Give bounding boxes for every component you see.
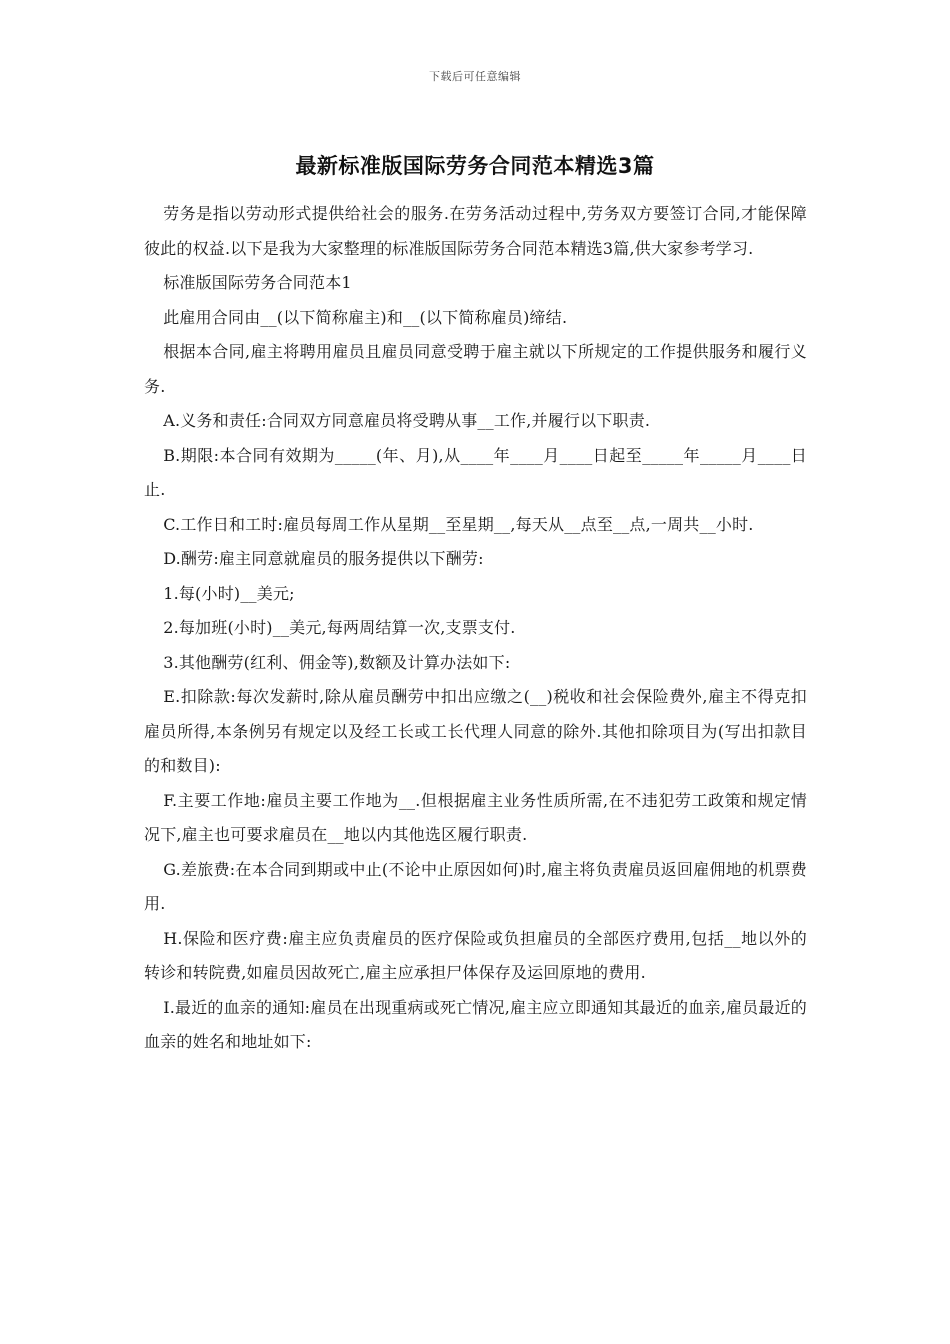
clause-f-workplace: F.主要工作地:雇员主要工作地为__.但根据雇主业务性质所需,在不违犯劳工政策和规定情况下,雇主也可要求雇员在__地以内其他选区履行职责.	[144, 790, 807, 844]
document-title: 最新标准版国际劳务合同范本精选3篇	[295, 154, 655, 178]
intro-paragraph: 劳务是指以劳动形式提供给社会的服务.在劳务活动过程中,劳务双方要签订合同,才能保障彼此的权益.以下是我为大家整理的标准版国际劳务合同范本精选3篇,供大家参考学习.	[144, 204, 807, 258]
clause-c-working-hours: C.工作日和工时:雇员每周工作从星期__至星期__,每天从__点至__点,一周共__小时.	[163, 514, 754, 534]
clause-g-travel: G.差旅费:在本合同到期或中止(不论中止原因如何)时,雇主将负责雇员返回雇佣地的机票费用.	[144, 859, 807, 913]
clause-d-item-3: 3.其他酬劳(红利、佣金等),数额及计算办法如下:	[163, 652, 511, 672]
clause-h-insurance: H.保险和医疗费:雇主应负责雇员的医疗保险或负担雇员的全部医疗费用,包括__地以外的转诊和转院费,如雇员因故死亡,雇主应承担尸体保存及运回原地的费用.	[144, 928, 807, 982]
page-header-note: 下载后可任意编辑	[429, 70, 521, 83]
clause-i-next-of-kin: I.最近的血亲的通知:雇员在出现重病或死亡情况,雇主应立即通知其最近的血亲,雇员最近的血亲的姓名和地址如下:	[144, 997, 807, 1051]
clause-d-remuneration: D.酬劳:雇主同意就雇员的服务提供以下酬劳:	[163, 549, 484, 568]
contract-parties-paragraph: 此雇用合同由__(以下简称雇主)和__(以下简称雇员)缔结.	[163, 307, 568, 327]
clause-a-duties: A.义务和责任:合同双方同意雇员将受聘从事__工作,并履行以下职责.	[163, 411, 651, 430]
clause-d-item-1: 1.每(小时)__美元;	[163, 583, 295, 603]
document-body	[144, 197, 807, 1060]
clause-b-term: B.期限:本合同有效期为_____(年、月),从____年____月____日起至_____年_____月____日止.	[144, 445, 807, 499]
contract-basis-paragraph: 根据本合同,雇主将聘用雇员且雇员同意受聘于雇主就以下所规定的工作提供服务和履行义务.	[144, 342, 807, 396]
section-heading: 标准版国际劳务合同范本1	[163, 273, 352, 292]
clause-d-item-2: 2.每加班(小时)__美元,每两周结算一次,支票支付.	[163, 618, 516, 637]
clause-e-deductions: E.扣除款:每次发薪时,除从雇员酬劳中扣出应缴之(__)税收和社会保险费外,雇主不得克扣雇员所得,本条例另有规定以及经工长或工长代理人同意的除外.其他扣除项目为(写出扣款目的和数目):	[144, 687, 807, 775]
